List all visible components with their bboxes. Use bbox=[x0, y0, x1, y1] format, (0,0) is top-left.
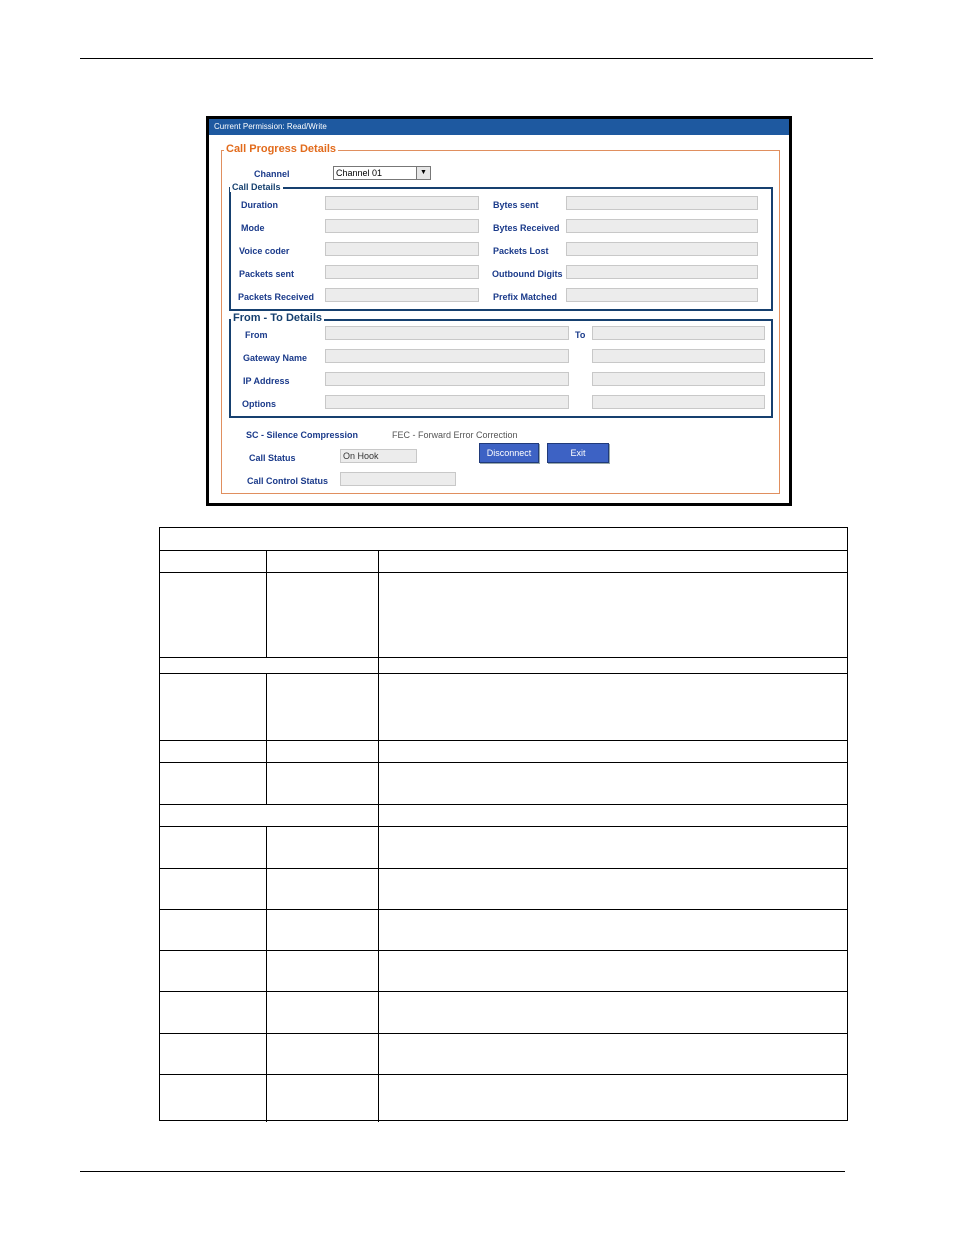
mode-label: Mode bbox=[241, 223, 265, 233]
call-progress-window bbox=[206, 116, 792, 506]
prefix-matched-label: Prefix Matched bbox=[493, 292, 558, 302]
fec-legend: FEC - Forward Error Correction bbox=[392, 430, 518, 440]
prefix-matched-field bbox=[566, 288, 758, 302]
table-row-line bbox=[160, 572, 847, 573]
bytes-received-field bbox=[566, 219, 758, 233]
duration-field bbox=[325, 196, 479, 210]
from-ip-address-field bbox=[325, 372, 569, 386]
chevron-down-icon[interactable]: ▼ bbox=[416, 167, 430, 179]
packets-lost-label: Packets Lost bbox=[493, 246, 549, 256]
table-col-line bbox=[266, 762, 267, 804]
call-control-status-label: Call Control Status bbox=[247, 476, 329, 486]
table-row-line bbox=[160, 991, 847, 992]
to-ip-address-field bbox=[592, 372, 765, 386]
page-header-rule bbox=[80, 58, 873, 59]
to-options-field bbox=[592, 395, 765, 409]
table-row-line bbox=[160, 826, 847, 827]
document-table bbox=[159, 527, 848, 1121]
table-row-line bbox=[160, 804, 847, 805]
table-row-line bbox=[160, 550, 847, 551]
table-row-line bbox=[160, 740, 847, 741]
from-options-field bbox=[325, 395, 569, 409]
ip-address-label: IP Address bbox=[243, 376, 290, 386]
bytes-received-label: Bytes Received bbox=[493, 223, 560, 233]
table-row-line bbox=[160, 1074, 847, 1075]
sc-legend: SC - Silence Compression bbox=[246, 430, 359, 440]
table-col-line bbox=[266, 826, 267, 1122]
table-col-line bbox=[266, 550, 267, 658]
to-label: To bbox=[575, 330, 586, 340]
call-details-title: Call Details bbox=[232, 182, 281, 192]
table-row-line bbox=[160, 657, 847, 658]
table-row-line bbox=[160, 762, 847, 763]
channel-select-value: Channel 01 bbox=[336, 168, 383, 178]
call-control-status-field bbox=[340, 472, 456, 486]
voice-coder-label: Voice coder bbox=[239, 246, 290, 256]
table-row-line bbox=[160, 1033, 847, 1034]
table-row-line bbox=[160, 950, 847, 951]
packets-sent-field bbox=[325, 265, 479, 279]
bytes-sent-field bbox=[566, 196, 758, 210]
to-field bbox=[592, 326, 765, 340]
gateway-name-label: Gateway Name bbox=[243, 353, 308, 363]
outbound-digits-field bbox=[566, 265, 758, 279]
table-row-line bbox=[160, 868, 847, 869]
from-to-details-title: From - To Details bbox=[233, 312, 323, 324]
permission-bar: Current Permission: Read/Write bbox=[209, 119, 789, 135]
call-status-field: On Hook bbox=[340, 449, 417, 463]
page-footer-rule bbox=[80, 1171, 845, 1172]
packets-received-label: Packets Received bbox=[238, 292, 315, 302]
to-gateway-name-field bbox=[592, 349, 765, 363]
exit-button[interactable]: Exit bbox=[547, 443, 609, 463]
packets-received-field bbox=[325, 288, 479, 302]
packets-lost-field bbox=[566, 242, 758, 256]
call-status-label: Call Status bbox=[249, 453, 296, 463]
channel-label: Channel bbox=[254, 169, 290, 179]
table-col-line bbox=[378, 550, 379, 1122]
outbound-digits-label: Outbound Digits bbox=[492, 269, 563, 279]
packets-sent-label: Packets sent bbox=[239, 269, 295, 279]
from-gateway-name-field bbox=[325, 349, 569, 363]
channel-select[interactable] bbox=[333, 166, 431, 180]
voice-coder-field bbox=[325, 242, 479, 256]
options-label: Options bbox=[242, 399, 276, 409]
table-row-line bbox=[160, 673, 847, 674]
from-field bbox=[325, 326, 569, 340]
from-label: From bbox=[245, 330, 268, 340]
call-progress-title: Call Progress Details bbox=[226, 143, 337, 155]
duration-label: Duration bbox=[241, 200, 278, 210]
mode-field bbox=[325, 219, 479, 233]
bytes-sent-label: Bytes sent bbox=[493, 200, 539, 210]
disconnect-button[interactable]: Disconnect bbox=[479, 443, 539, 463]
table-row-line bbox=[160, 909, 847, 910]
